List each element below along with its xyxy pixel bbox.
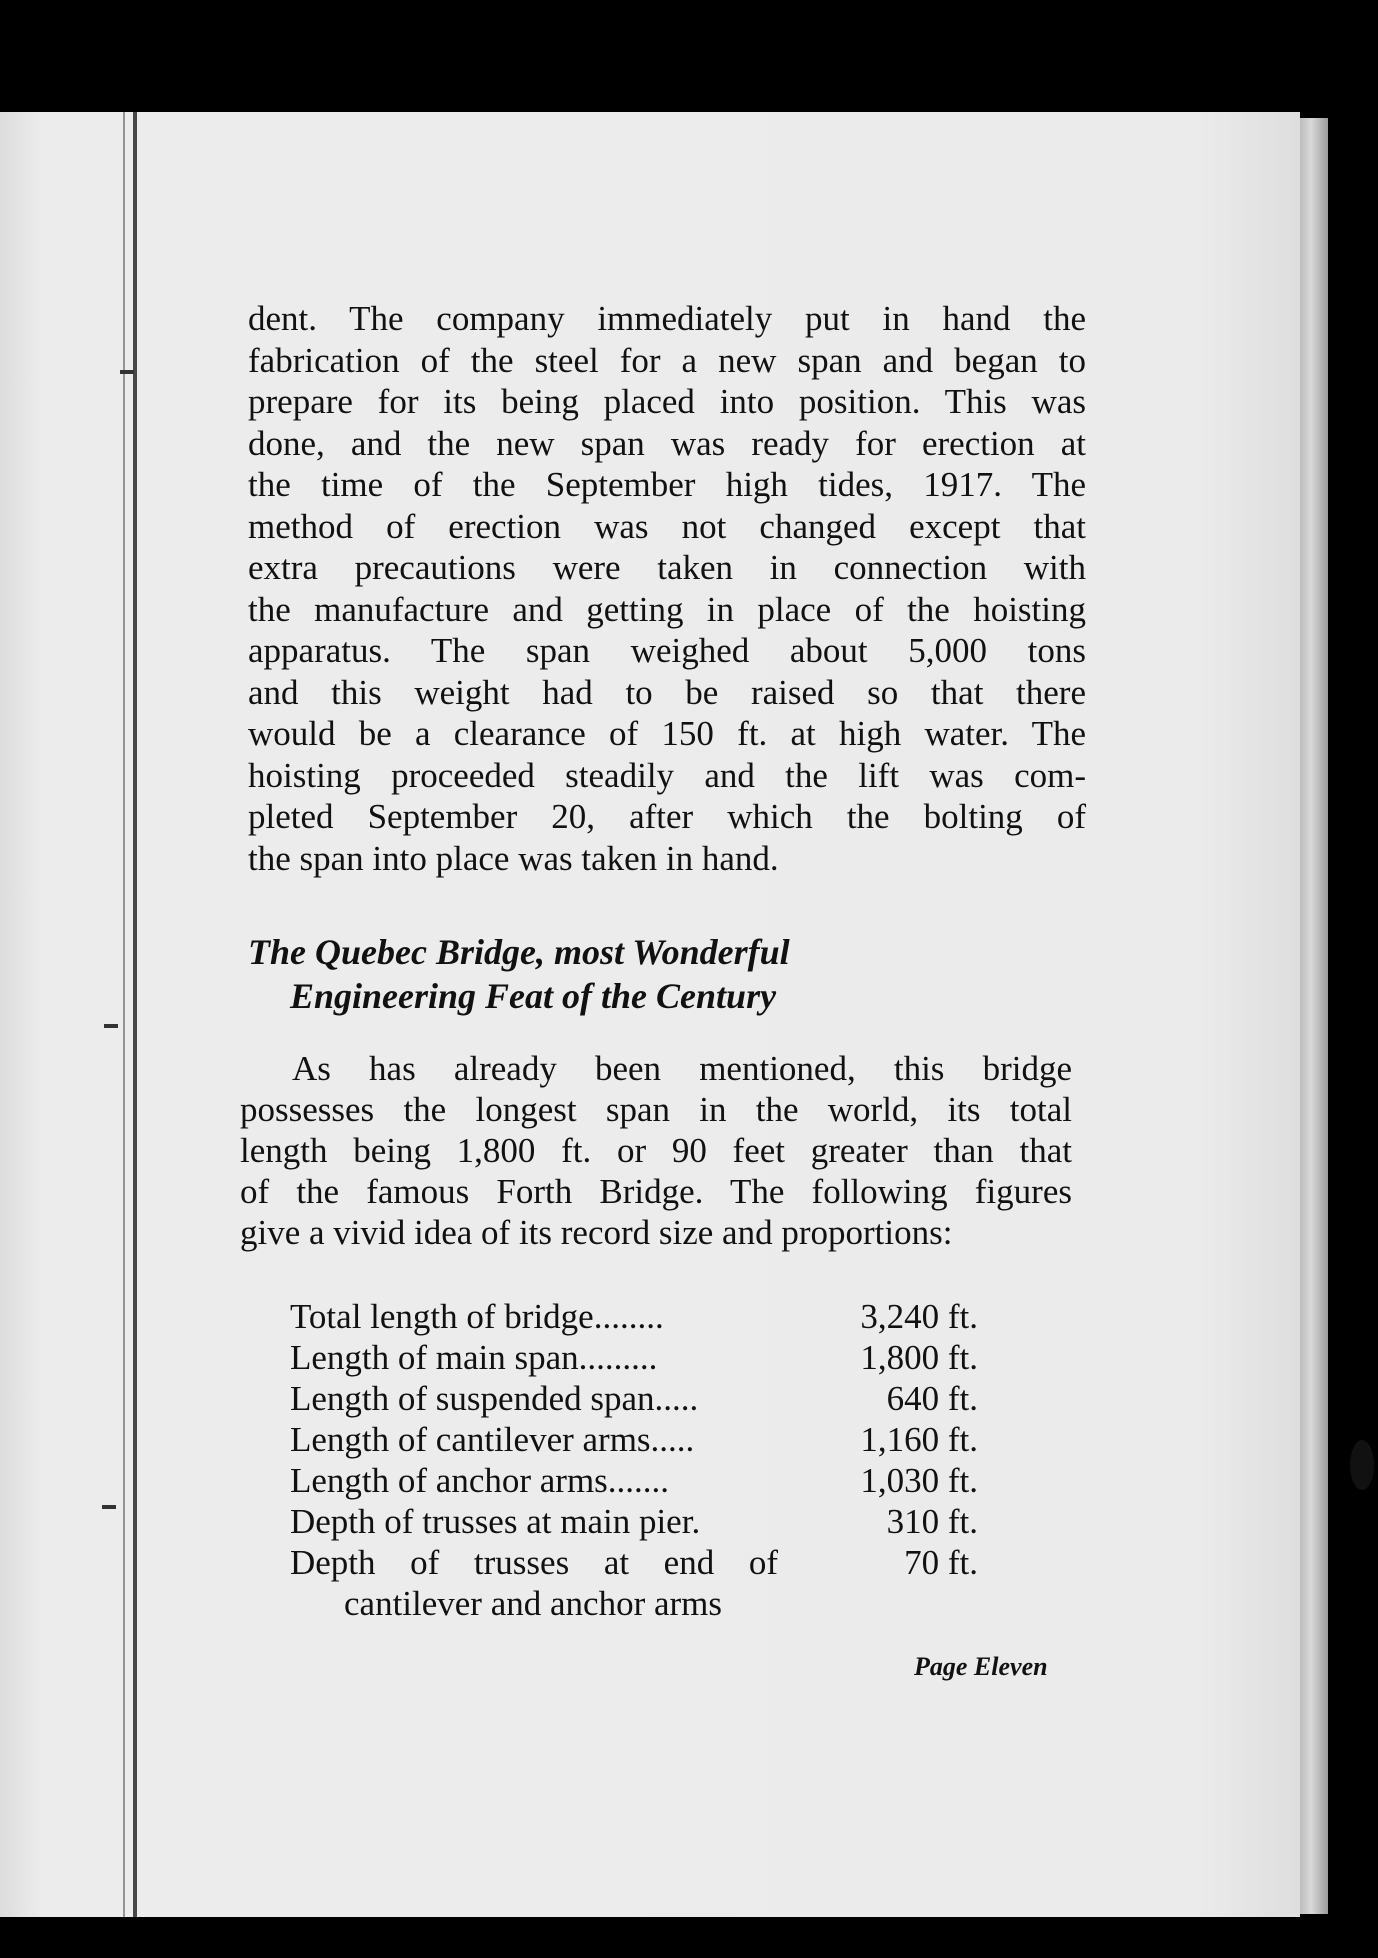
stat-label: Length of cantilever arms..... <box>290 1420 695 1459</box>
stat-label: Length of suspended span..... <box>290 1379 699 1418</box>
paragraph-line: apparatus. The span weighed about 5,000 tons <box>248 631 1086 670</box>
stat-value: 310 ft. <box>886 1502 978 1541</box>
binding-tick <box>104 1024 118 1028</box>
binding-tick <box>120 370 134 374</box>
stat-value: 640 ft. <box>886 1379 978 1418</box>
paragraph-line: extra precautions were taken in connection with <box>248 548 1086 587</box>
page-edge <box>1300 118 1328 1914</box>
paragraph-line: the span into place was taken in hand. <box>248 838 779 878</box>
paragraph-line: As has already been mentioned, this bridge <box>292 1049 1072 1088</box>
heading-line-1: The Quebec Bridge, most Wonderful <box>248 932 790 972</box>
paragraph-2 <box>240 1048 1072 1253</box>
stat-label-line-2: cantilever and anchor arms <box>344 1584 723 1623</box>
stat-row <box>290 1419 990 1460</box>
paragraph-line: the time of the September high tides, 1917. The <box>248 465 1086 504</box>
paragraph-line: give a vivid idea of its record size and proportions: <box>240 1213 953 1252</box>
stat-row <box>290 1542 990 1624</box>
paragraph-line: method of erection was not changed except that <box>248 506 1086 546</box>
paragraph-line: would be a clearance of 150 ft. at high water. The <box>248 714 1086 753</box>
stat-label: Length of main span......... <box>290 1338 658 1377</box>
stat-label: Total length of bridge........ <box>290 1297 664 1336</box>
paragraph-line: possesses the longest span in the world, its total <box>240 1090 1072 1129</box>
paragraph-line: done, and the new span was ready for erection at <box>248 423 1086 463</box>
paragraph-line: of the famous Forth Bridge. The following figures <box>240 1172 1072 1211</box>
binding-line-faint <box>123 112 125 1917</box>
binding-line <box>133 112 137 1917</box>
stat-label <box>290 1542 778 1624</box>
stat-value: 3,240 ft. <box>860 1297 978 1336</box>
stat-value: 70 ft. <box>904 1543 978 1582</box>
stat-row <box>290 1378 990 1419</box>
stat-value: 1,800 ft. <box>860 1338 978 1377</box>
stat-label: Length of anchor arms....... <box>290 1461 670 1500</box>
paragraph-line: length being 1,800 ft. or 90 feet greater than that <box>240 1131 1072 1170</box>
paragraph-line: prepare for its being placed into position. This was <box>248 382 1086 421</box>
page-number-label: Page Eleven <box>914 1652 1048 1681</box>
stat-value: 1,030 ft. <box>860 1461 978 1500</box>
bridge-stats-table <box>290 1296 990 1624</box>
binding-tick <box>102 1505 116 1509</box>
stat-label-line-1: Depth of trusses at end of <box>290 1543 778 1582</box>
paragraph-line: fabrication of the steel for a new span and began to <box>248 340 1086 380</box>
scan-speck <box>1350 1440 1374 1490</box>
stat-row <box>290 1296 990 1337</box>
paragraph-line: hoisting proceeded steadily and the lift was com- <box>248 755 1086 795</box>
section-heading <box>248 930 790 1018</box>
stat-value: 1,160 ft. <box>860 1420 978 1459</box>
stat-label: Depth of trusses at main pier. <box>290 1502 701 1541</box>
paragraph-line: the manufacture and getting in place of the hoisting <box>248 589 1086 629</box>
heading-line-2: Engineering Feat of the Century <box>290 976 777 1016</box>
paragraph-line: and this weight had to be raised so that there <box>248 672 1086 712</box>
paragraph-1 <box>248 298 1086 879</box>
paragraph-line: pleted September 20, after which the bolting of <box>248 797 1086 836</box>
paragraph-line: dent. The company immediately put in hand the <box>248 299 1086 338</box>
stat-row <box>290 1337 990 1378</box>
stat-row <box>290 1501 990 1542</box>
stat-row <box>290 1460 990 1501</box>
